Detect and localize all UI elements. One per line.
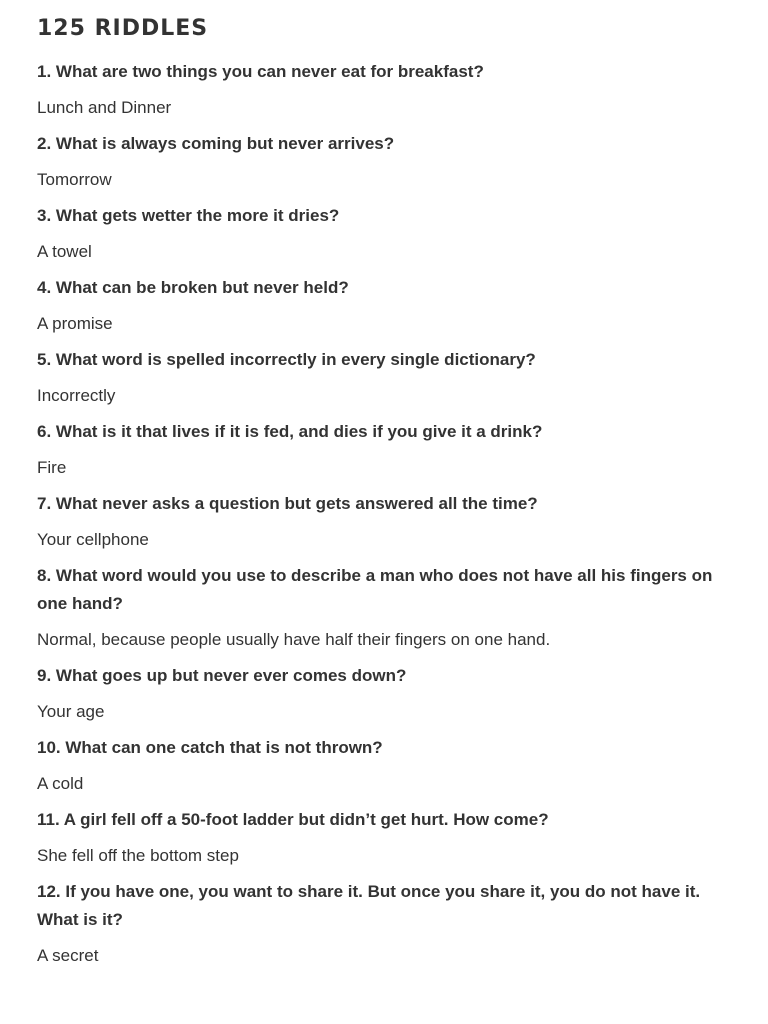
riddle-question: 1. What are two things you can never eat for breakfast? (37, 62, 484, 81)
riddle-question: 3. What gets wetter the more it dries? (37, 206, 340, 225)
riddle-question: 10. What can one catch that is not thrown? (37, 738, 383, 757)
riddle-question: 7. What never asks a question but gets answered all the time? (37, 494, 538, 513)
document-page (37, 14, 737, 978)
page-title: 125 RIDDLES (37, 16, 209, 41)
riddle-question: 9. What goes up but never ever comes down? (37, 666, 407, 685)
riddle-question: 8. What word would you use to describe a man who does not have all his fingers on one hand? (37, 566, 713, 613)
riddle-question: 2. What is always coming but never arrives? (37, 134, 395, 153)
riddle-answer: Fire (37, 458, 67, 477)
riddle-question: 11. A girl fell off a 50-foot ladder but didn’t get hurt. How come? (37, 810, 549, 829)
riddle-answer: A promise (37, 314, 113, 333)
riddle-answer: Your cellphone (37, 530, 149, 549)
riddle-answer: A secret (37, 946, 99, 965)
riddle-question: 5. What word is spelled incorrectly in every single dictionary? (37, 350, 536, 369)
riddle-answer: Your age (37, 702, 105, 721)
riddle-answer: She fell off the bottom step (37, 846, 239, 865)
riddle-answer: Tomorrow (37, 170, 112, 189)
riddle-answer: Lunch and Dinner (37, 98, 172, 117)
riddle-answer: A towel (37, 242, 92, 261)
riddle-list (37, 58, 737, 970)
riddle-answer: Normal, because people usually have half their fingers on one hand. (37, 630, 551, 649)
riddle-question: 4. What can be broken but never held? (37, 278, 349, 297)
riddle-answer: Incorrectly (37, 386, 116, 405)
riddle-answer: A cold (37, 774, 84, 793)
riddle-question: 12. If you have one, you want to share it. But once you share it, you do not have it. What is it? (37, 882, 701, 929)
riddle-question: 6. What is it that lives if it is fed, and dies if you give it a drink? (37, 422, 543, 441)
